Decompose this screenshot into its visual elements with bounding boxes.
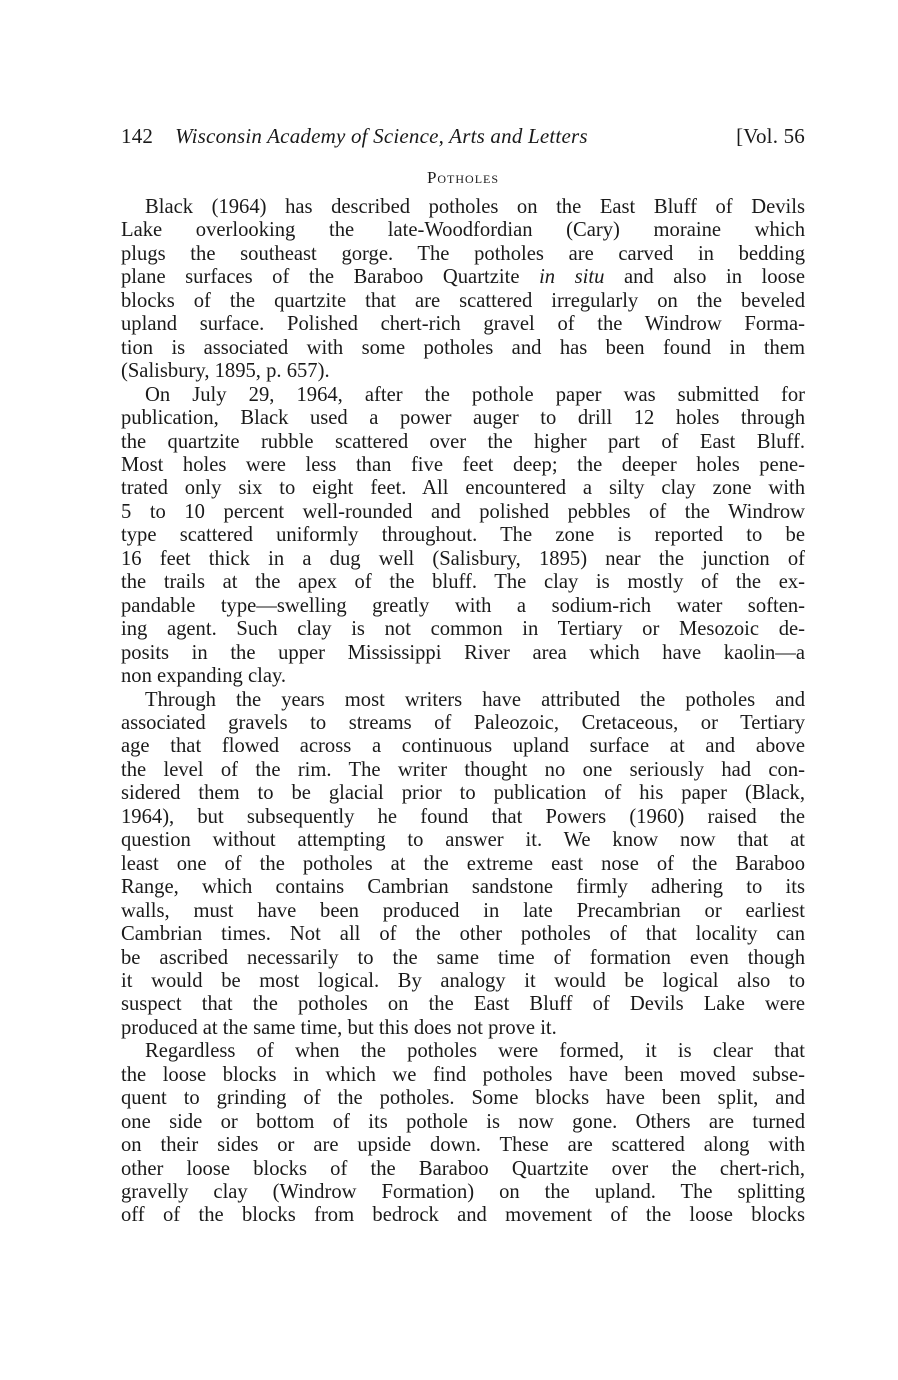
paragraph-4: [121, 1040, 805, 1228]
text-line: blocks of the quartzite that are scattered irregularly on the beveled: [121, 289, 805, 312]
text-line: publication, Black used a power auger to drill 12 holes through: [121, 407, 805, 430]
text-line: other loose blocks of the Baraboo Quartzite over the chert-rich,: [121, 1157, 805, 1180]
text-line: one side or bottom of its pothole is now gone. Others are turned: [121, 1110, 805, 1133]
text-line: sidered them to be glacial prior to publication of his paper (Black,: [121, 782, 805, 805]
text-line: Through the years most writers have attributed the potholes and: [145, 688, 805, 711]
text-line: the trails at the apex of the bluff. The clay is mostly of the ex-: [121, 571, 805, 594]
text-line: be ascribed necessarily to the same time of formation even though: [121, 946, 805, 969]
text-line: on their sides or are upside down. These are scattered along with: [121, 1134, 805, 1157]
text-line: posits in the upper Mississippi River area which have kaolin—a: [121, 641, 805, 664]
text-line: ing agent. Such clay is not common in Tertiary or Mesozoic de-: [121, 618, 805, 641]
paragraph-3: [121, 689, 805, 1041]
text-line: question without attempting to answer it. We know now that at: [121, 829, 805, 852]
text-line: walls, must have been produced in late Precambrian or earliest: [121, 899, 805, 922]
text-line: it would be most logical. By analogy it would be logical also to: [121, 969, 805, 992]
paragraph-1: [121, 196, 805, 384]
text-line: type scattered uniformly throughout. The zone is reported to be: [121, 524, 805, 547]
section-heading: Potholes: [426, 168, 500, 187]
page: [121, 120, 805, 1228]
text-line: least one of the potholes at the extreme east nose of the Baraboo: [121, 852, 805, 875]
text-line-mixed: [121, 266, 805, 289]
text-line: Lake overlooking the late-Woodfordian (Cary) moraine which: [121, 219, 805, 242]
italic-term: in situ: [539, 266, 605, 289]
text-line: 5 to 10 percent well-rounded and polished pebbles of the Windrow: [121, 500, 805, 523]
text-line: tion is associated with some potholes and has been found in them: [121, 336, 805, 359]
text-line: plugs the southeast gorge. The potholes are carved in bedding: [121, 242, 805, 265]
text-line: upland surface. Polished chert-rich gravel of the Windrow Forma-: [121, 313, 805, 336]
page-number: 142: [121, 124, 154, 148]
text-line: Most holes were less than five feet deep; the deeper holes pene-: [121, 453, 805, 476]
text-line: trated only six to eight feet. All encountered a silty clay zone with: [121, 477, 805, 500]
text-line: the level of the rim. The writer thought no one seriously had con-: [121, 758, 805, 781]
text-line: produced at the same time, but this does not prove it.: [121, 1016, 557, 1039]
paragraph-2: [121, 384, 805, 689]
text-segment: plane surfaces of the Baraboo Quartzite: [121, 266, 520, 289]
text-line: On July 29, 1964, after the pothole paper was submitted for: [145, 383, 805, 406]
volume-label: [Vol. 56: [736, 124, 805, 148]
text-line: Black (1964) has described potholes on the East Bluff of Devils: [145, 196, 805, 218]
text-line: quent to grinding of the potholes. Some blocks have been split, and: [121, 1087, 805, 1110]
text-line: gravelly clay (Windrow Formation) on the upland. The splitting: [121, 1181, 805, 1204]
text-line: Range, which contains Cambrian sandstone firmly adhering to its: [121, 876, 805, 899]
text-line: Regardless of when the potholes were formed, it is clear that: [145, 1040, 805, 1063]
text-line: pandable type—swelling greatly with a sodium-rich water soften-: [121, 594, 805, 617]
text-line: non expanding clay.: [121, 665, 287, 688]
text-line: 1964), but subsequently he found that Powers (1960) raised the: [121, 805, 805, 828]
journal-title: Wisconsin Academy of Science, Arts and Letters: [175, 124, 588, 148]
text-line: off of the blocks from bedrock and movement of the loose blocks: [121, 1204, 805, 1227]
text-line: the loose blocks in which we find potholes have been moved subse-: [121, 1063, 805, 1086]
text-line: (Salisbury, 1895, p. 657).: [121, 360, 330, 383]
text-line: the quartzite rubble scattered over the higher part of East Bluff.: [121, 430, 805, 453]
text-segment: and also in loose: [623, 266, 805, 289]
text-line: age that flowed across a continuous upland surface at and above: [121, 735, 805, 758]
text-line: suspect that the potholes on the East Bluff of Devils Lake were: [121, 993, 805, 1016]
text-line: associated gravels to streams of Paleozoic, Cretaceous, or Tertiary: [121, 711, 805, 734]
text-line: 16 feet thick in a dug well (Salisbury, 1895) near the junction of: [121, 547, 805, 570]
body-text: [121, 196, 805, 1228]
running-head: [121, 120, 805, 156]
text-line: Cambrian times. Not all of the other potholes of that locality can: [121, 923, 805, 946]
